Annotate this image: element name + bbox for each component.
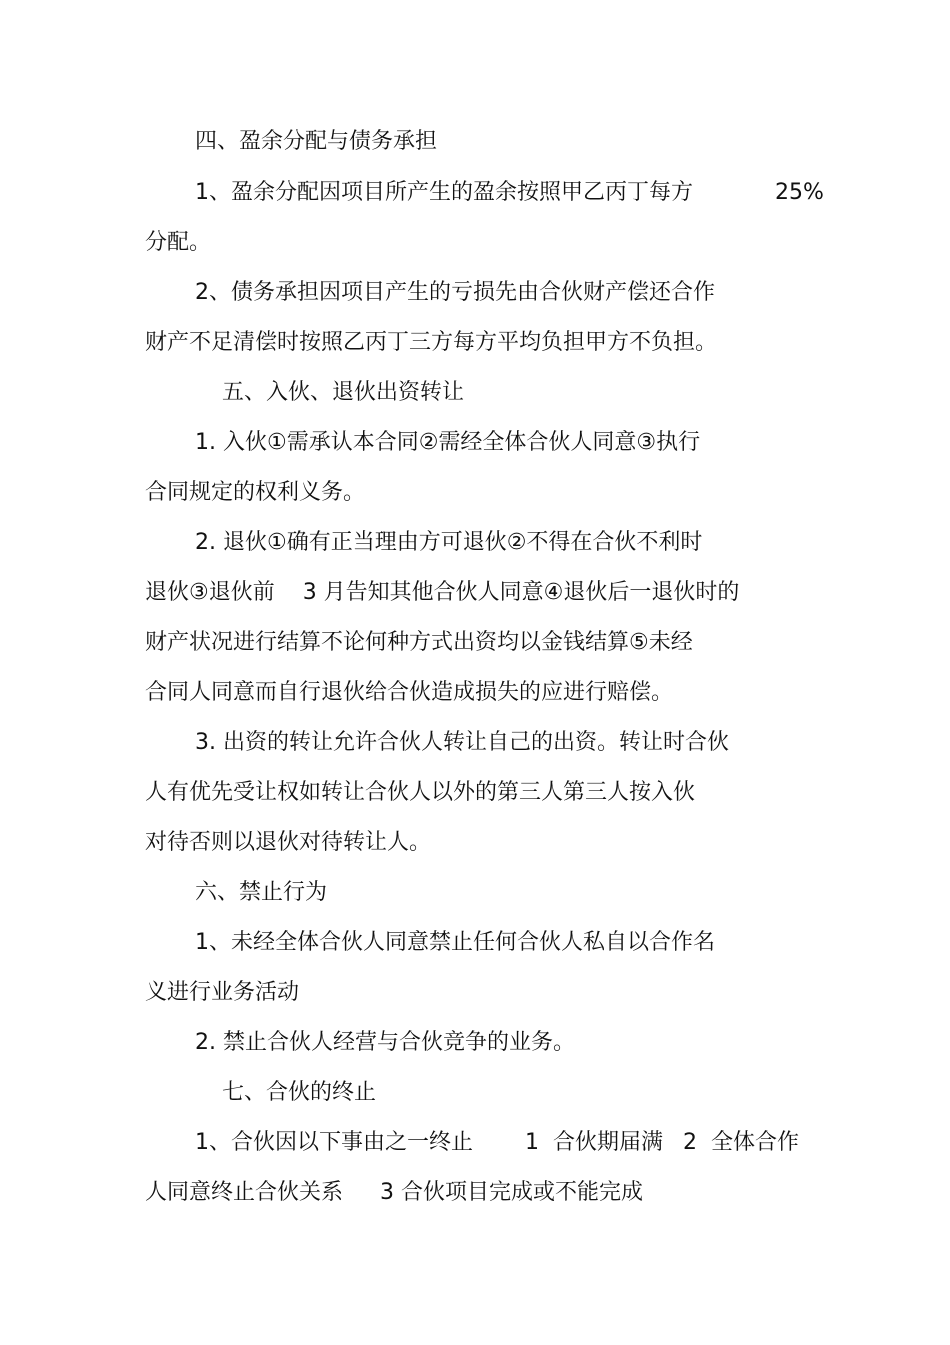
clause-text: 合同人同意而自行退伙给合伙造成损失的应进行赔偿。 [145, 680, 674, 705]
clause-text: 2 全体合作 [683, 1130, 799, 1155]
clause-text: 1、盈余分配因项目所产生的盈余按照甲乙丙丁每方 [195, 180, 693, 205]
clause-text: 2. 禁止合伙人经营与合伙竞争的业务。 [195, 1030, 575, 1055]
clause-text: 退伙③退伙前 3 月告知其他合伙人同意④退伙后一退伙时的 [145, 580, 740, 605]
clause-text: 义进行业务活动 [145, 980, 300, 1005]
clause-text: 合同规定的权利义务。 [145, 480, 366, 505]
clause-text: 1. 入伙①需承认本合同②需经全体合伙人同意③执行 [195, 430, 701, 455]
clause-text: 对待否则以退伙对待转让人。 [145, 830, 432, 855]
clause-text: 2. 退伙①确有正当理由方可退伙②不得在合伙不利时 [195, 530, 703, 555]
clause-text: 1、未经全体合伙人同意禁止任何合伙人私自以合作名 [195, 930, 715, 955]
clause-text: 2、债务承担因项目产生的亏损先由合伙财产偿还合作 [195, 280, 715, 305]
clause-text: 25% [775, 180, 824, 205]
clause-text: 分配。 [145, 230, 212, 255]
clause-text: 财产状况进行结算不论何种方式出资均以金钱结算⑤未经 [145, 630, 693, 655]
section-heading: 四、盈余分配与债务承担 [195, 129, 438, 154]
clause-text: 3. 出资的转让允许合伙人转让自己的出资。转让时合伙 [195, 730, 729, 755]
section-heading: 五、入伙、退伙出资转让 [222, 380, 465, 405]
section-heading: 六、禁止行为 [195, 880, 328, 905]
clause-text: 人有优先受让权如转让合伙人以外的第三人第三人按入伙 [145, 780, 696, 805]
clause-text: 财产不足清偿时按照乙丙丁三方每方平均负担甲方不负担。 [145, 330, 718, 355]
clause-text: 人同意终止合伙关系 [145, 1180, 344, 1205]
section-heading: 七、合伙的终止 [222, 1080, 377, 1105]
clause-text: 1、合伙因以下事由之一终止 [195, 1130, 473, 1155]
clause-text: 3 合伙项目完成或不能完成 [380, 1180, 643, 1205]
clause-text: 1 合伙期届满 [525, 1130, 663, 1155]
